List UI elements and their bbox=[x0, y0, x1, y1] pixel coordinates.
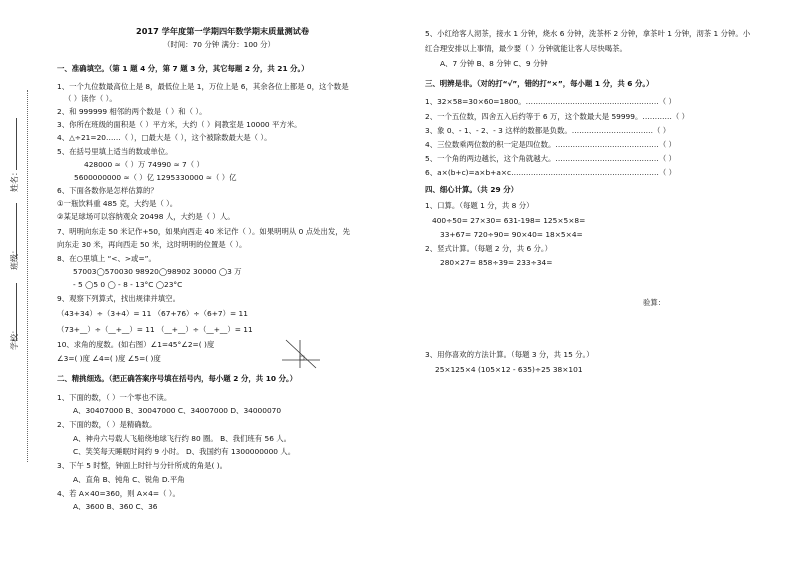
choice-4-options: A、3600 B、360 C、36 bbox=[73, 502, 158, 511]
spine-school-label: 学校： bbox=[10, 326, 19, 350]
question-4: 4、△÷21=20……（ ），□最大是（ ），这个被除数最大是（ ）。 bbox=[57, 133, 272, 142]
spine-name-label: 姓名： bbox=[10, 168, 19, 192]
question-10: 10、求角的度数。(如右图）∠1=45°∠2=( )度 bbox=[57, 340, 215, 349]
judge-1: 1、32×58=30×60=1800。………………………………………………（ ） bbox=[425, 97, 676, 106]
question-6: 6、下面各数你是怎样估算的？ bbox=[57, 186, 158, 195]
spine-class-field bbox=[16, 203, 17, 259]
spine-name-field bbox=[16, 118, 17, 170]
question-9a: （43+34）÷（3+4）= 11 （67+76）÷（6+7）= 11 bbox=[57, 309, 248, 318]
question-7a: 7、明明向东走 50 米记作+50，如果向西走 40 米记作（ ）。如果明明从 0 点处出发，先 bbox=[57, 227, 351, 236]
question-6b: ②某足球场可以容纳观众 20498 人，大约是（ ）人。 bbox=[57, 212, 235, 221]
angle-figure-slant-line bbox=[286, 340, 316, 368]
choice-2-options-a: A、神舟六号载人飞船绕地球飞行约 80 圈。 B、我们班有 56 人。 bbox=[73, 434, 292, 443]
question-8b: - 5 ◯5 0 ◯ - 8 - 13°C ◯23°C bbox=[73, 280, 183, 289]
question-7b: 向东走 30 米，再向西走 50 米，这时明明的位置是（ ）。 bbox=[57, 240, 247, 249]
question-2: 2、和 999999 相邻的两个数是（ ）和（ ）。 bbox=[57, 107, 207, 116]
spine-school-field bbox=[16, 283, 17, 341]
question-9b: （73+__）÷（__+__）= 11 （__+__）÷（__+__）= 11 bbox=[57, 325, 253, 334]
question-9: 9、观察下列算式，找出规律并填空。 bbox=[57, 294, 180, 303]
choice-5b: 红合理安排以上事情，最少要（ ）分钟就能让客人尽快喝茶。 bbox=[425, 44, 627, 53]
question-1b: （ ）读作（ ）。 bbox=[64, 94, 117, 103]
choice-2-options-b: C、笑笑每天睡眠时间约 9 小时。 D、我国约有 1300000000 人。 bbox=[73, 447, 296, 456]
question-8: 8、在○里填上 “<、>或=”。 bbox=[57, 254, 156, 263]
choice-1-options: A、30407000 B、30047000 C、34007000 D、34000070 bbox=[73, 406, 282, 415]
calc-2-problems: 280×27= 858÷39= 233÷34= bbox=[440, 258, 553, 267]
choice-5a: 5、小红给客人沏茶，接水 1 分钟，烧水 6 分钟，洗茶杯 2 分钟，拿茶叶 1 分钟，沏茶 1 分钟。小 bbox=[425, 29, 751, 38]
choice-4: 4、若 A×40=360，则 A×4=（ ）。 bbox=[57, 489, 180, 498]
question-5a: 428000 ≈（ ）万 74990 ≈ 7（ ） bbox=[84, 160, 204, 169]
choice-3: 3、下午 5 时整，钟面上时针与分针所成的角是( )。 bbox=[57, 461, 228, 470]
judge-6: 6、a×(b+c)=a×b+a×c……………………………………………………（ ） bbox=[425, 168, 677, 177]
calc-3-title: 3、用你喜欢的方法计算。（每题 3 分，共 15 分。） bbox=[425, 350, 594, 359]
section-1-title: 一、准确填空。（第 1 题 4 分，第 7 题 3 分，其它每题 2 分，共 21 分。） bbox=[57, 64, 309, 73]
calc-2-title: 2、竖式计算。（每题 2 分，共 6 分。） bbox=[425, 244, 552, 253]
choice-5-options: A、7 分钟 B、8 分钟 C、9 分钟 bbox=[440, 59, 548, 68]
choice-3-options: A、直角 B、钝角 C、锐角 D.平角 bbox=[73, 475, 185, 484]
question-3: 3、你所在班级的面积是（ ）平方米，大约（ ）间教室是 10000 平方米。 bbox=[57, 120, 302, 129]
angle-figure bbox=[280, 338, 322, 370]
question-8a: 57003◯570030 98920◯98902 30000 ◯3 万 bbox=[73, 267, 242, 276]
section-2-title: 二、精挑细选。（把正确答案序号填在括号内，每小题 2 分，共 10 分。） bbox=[57, 374, 298, 383]
question-1a: 1、一个九位数最高位上是 8，最低位上是 1，万位上是 6，其余各位上都是 0，这个数是 bbox=[57, 82, 349, 91]
calc-3-problems: 25×125×4 (105×12 - 635)÷25 38×101 bbox=[435, 365, 583, 374]
choice-1: 1、下面的数，（ ）一个零也不读。 bbox=[57, 393, 172, 402]
question-6a: ①一瓶饮料重 485 克，大约是（ ）。 bbox=[57, 199, 178, 208]
calc-1-title: 1、口算。（每题 1 分，共 8 分） bbox=[425, 201, 534, 210]
section-3-title: 三、明辨是非。（对的打“√”，错的打“×”，每小题 1 分，共 6 分。） bbox=[425, 79, 654, 88]
calc-2-check-label: 验算： bbox=[643, 298, 666, 307]
judge-4: 4、三位数乘两位数的积一定是四位数。……………………………………（ ） bbox=[425, 140, 676, 149]
calc-1-row-a: 400÷50= 27×30= 631-198= 125×5×8= bbox=[432, 216, 586, 225]
judge-2: 2、一个五位数，四舍五入后约等于 6 万，这个数最大是 59999。…………（ ） bbox=[425, 112, 690, 121]
choice-2: 2、下面的数，（ ）是精确数。 bbox=[57, 420, 157, 429]
calc-1-row-b: 33+67= 720÷90= 90×40= 18×5×4= bbox=[440, 230, 583, 239]
section-4-title: 四、细心计算。（共 29 分） bbox=[425, 185, 519, 194]
spine-dotted-line bbox=[27, 90, 28, 462]
page-title: 2017 学年度第一学期四年数学期末质量测试卷 bbox=[136, 26, 310, 36]
question-10b: ∠3=( )度 ∠4=( )度 ∠5=( )度 bbox=[57, 354, 161, 363]
judge-3: 3、象 0、- 1、- 2、- 3 这样的数都是负数。……………………………（ ） bbox=[425, 126, 671, 135]
judge-5: 5、一个角的两边越长，这个角就越大。……………………………………（ ） bbox=[425, 154, 676, 163]
page-subtitle: （时间：70 分钟 满分：100 分） bbox=[163, 40, 275, 49]
question-5b: 5600000000 ≈（ ）亿 1295330000 ≈（ ）亿 bbox=[74, 173, 237, 182]
spine-class-label: 班级： bbox=[10, 246, 19, 270]
question-5: 5、在括号里填上适当的数或单位。 bbox=[57, 147, 173, 156]
